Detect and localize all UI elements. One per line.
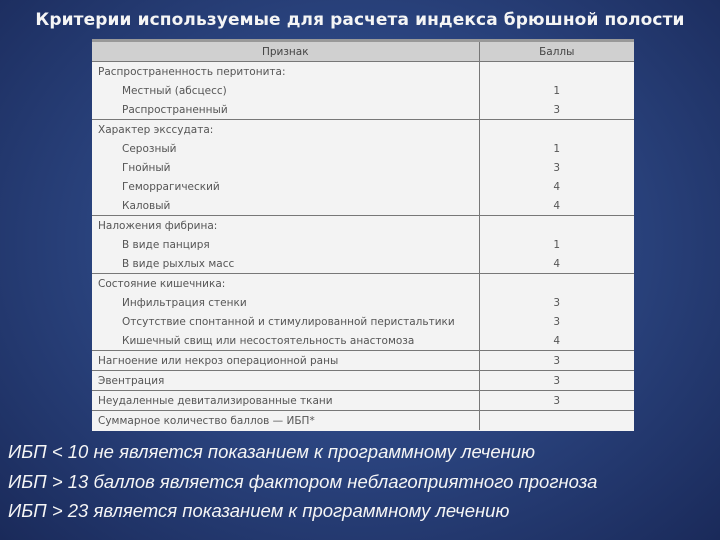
table-row	[92, 331, 634, 351]
note-line-3	[8, 500, 720, 522]
header-score: Баллы	[479, 41, 634, 62]
slide-title: Критерии используемые для расчета индекса брюшной полости	[35, 10, 685, 30]
criterion-score: 3	[479, 371, 634, 391]
table-row	[92, 216, 634, 236]
note-line-1	[8, 441, 720, 463]
criterion-label: Местный (абсцесс)	[122, 84, 227, 97]
table-row	[92, 293, 634, 312]
criterion-label: Характер экссудата:	[98, 123, 214, 136]
criterion-label: Гнойный	[122, 161, 171, 174]
table-row	[92, 391, 634, 411]
criterion-score: 4	[479, 331, 634, 351]
criteria-table-panel	[92, 39, 634, 431]
note-text: не является показанием к программному лечению	[88, 441, 535, 462]
criterion-score: 3	[479, 100, 634, 120]
criterion-label: Геморрагический	[122, 180, 220, 193]
criterion-label: В виде рыхлых масс	[92, 254, 479, 274]
table-row	[92, 81, 634, 100]
criterion-label: Каловый	[92, 196, 479, 216]
criterion-score: 1	[479, 139, 634, 158]
criterion-label: В виде панциря	[122, 238, 210, 251]
table-row	[92, 371, 634, 391]
criterion-score	[479, 274, 634, 294]
table-row	[92, 139, 634, 158]
note-line-2	[8, 471, 720, 493]
criteria-table	[92, 39, 634, 430]
criterion-score	[479, 411, 634, 431]
criterion-score: 3	[479, 158, 634, 177]
table-body	[92, 62, 634, 431]
criterion-label: Состояние кишечника:	[98, 277, 226, 290]
criterion-score	[479, 120, 634, 140]
note-text: является показанием к программному лечению	[88, 500, 510, 521]
table-row	[92, 62, 634, 82]
note-text: баллов является фактором неблагоприятного прогноза	[88, 471, 598, 492]
table-row	[92, 274, 634, 294]
table-row	[92, 177, 634, 196]
table-row	[92, 312, 634, 331]
table-row	[92, 100, 634, 120]
criterion-label: Серозный	[122, 142, 177, 155]
table-row	[92, 351, 634, 371]
note-prefix: ИБП > 23	[8, 500, 89, 521]
table-row	[92, 120, 634, 140]
note-prefix: ИБП < 10	[8, 441, 89, 462]
table-row	[92, 196, 634, 216]
criterion-label: Эвентрация	[92, 371, 479, 391]
criterion-label: Неудаленные девитализированные ткани	[92, 391, 479, 411]
criterion-label: Инфильтрация стенки	[122, 296, 247, 309]
criterion-label: Кишечный свищ или несостоятельность анастомоза	[92, 331, 479, 351]
criterion-score	[479, 216, 634, 236]
criterion-score: 3	[479, 293, 634, 312]
criterion-score: 4	[479, 254, 634, 274]
criterion-score: 3	[479, 351, 634, 371]
table-row	[92, 254, 634, 274]
table-header-row	[92, 41, 634, 62]
criterion-score: 1	[479, 235, 634, 254]
note-prefix: ИБП > 13	[8, 471, 89, 492]
table-row	[92, 235, 634, 254]
criterion-score: 1	[479, 81, 634, 100]
criterion-label: Наложения фибрина:	[98, 219, 218, 232]
header-sign: Признак	[92, 41, 479, 62]
criterion-score: 4	[479, 196, 634, 216]
criterion-score	[479, 62, 634, 82]
criterion-label: Нагноение или некроз операционной раны	[92, 351, 479, 371]
table-row	[92, 411, 634, 431]
criterion-label: Отсутствие спонтанной и стимулированной перистальтики	[122, 315, 455, 328]
criterion-label: Распространенный	[92, 100, 479, 120]
table-row	[92, 158, 634, 177]
criterion-label: Распространенность перитонита:	[98, 65, 286, 78]
criterion-score: 3	[479, 391, 634, 411]
criterion-score: 4	[479, 177, 634, 196]
criterion-label: Суммарное количество баллов — ИБП*	[98, 414, 315, 427]
criterion-score: 3	[479, 312, 634, 331]
